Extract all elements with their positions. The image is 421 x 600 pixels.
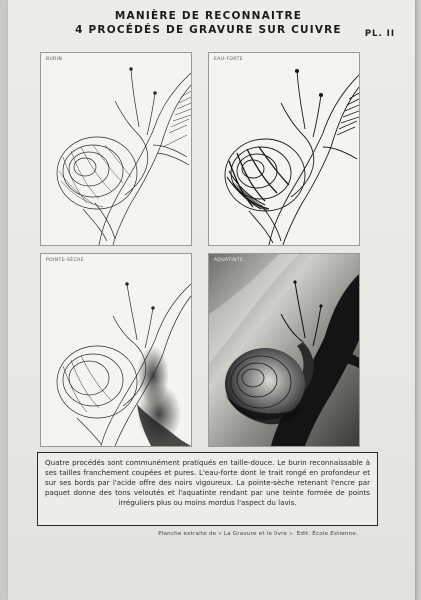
credit-line: Planche extraite de « La Gravure et le livre ». Edit. École Estienne. (158, 531, 358, 537)
illustration-burin (41, 53, 191, 245)
illustration-eau-forte (209, 53, 359, 245)
panel-label-aquatinte: AQUATINTE (214, 258, 244, 263)
illustration-aquatinte (209, 254, 359, 446)
illustration-pointe-seche (41, 254, 191, 446)
title-line-2: 4 PROCÉDÉS DE GRAVURE SUR CUIVRE (75, 24, 342, 36)
panel-label-eau-forte: EAU-FORTE (214, 57, 243, 62)
document-page (8, 0, 415, 600)
panel-label-pointe-seche: POINTE-SÈCHE (46, 258, 85, 263)
panel-pointe-seche (40, 253, 192, 447)
title-line-1: MANIÈRE DE RECONNAITRE (114, 10, 303, 22)
panel-aquatinte (208, 253, 360, 447)
panel-label-burin: BURIN (46, 57, 63, 62)
page-title (8, 10, 415, 36)
plate-number: PL. II (364, 29, 395, 39)
panel-eau-forte (208, 52, 360, 246)
caption-box: Quatre procédés sont communément pratiqués en taille-douce. Le burin reconnaissable à ses tailles franchement coupées et pures. L'eau-forte dont le trait rongé en profondeur et sur ses bords par l'acide offre des noirs vigoureux. La pointe-sèche retenant l'encre par paquet donne des tons veloutés et l'aquatinte rendant par une teinte formée de points irréguliers plus ou moins mordus l'aspect du lavis. (37, 452, 378, 526)
panel-burin (40, 52, 192, 246)
